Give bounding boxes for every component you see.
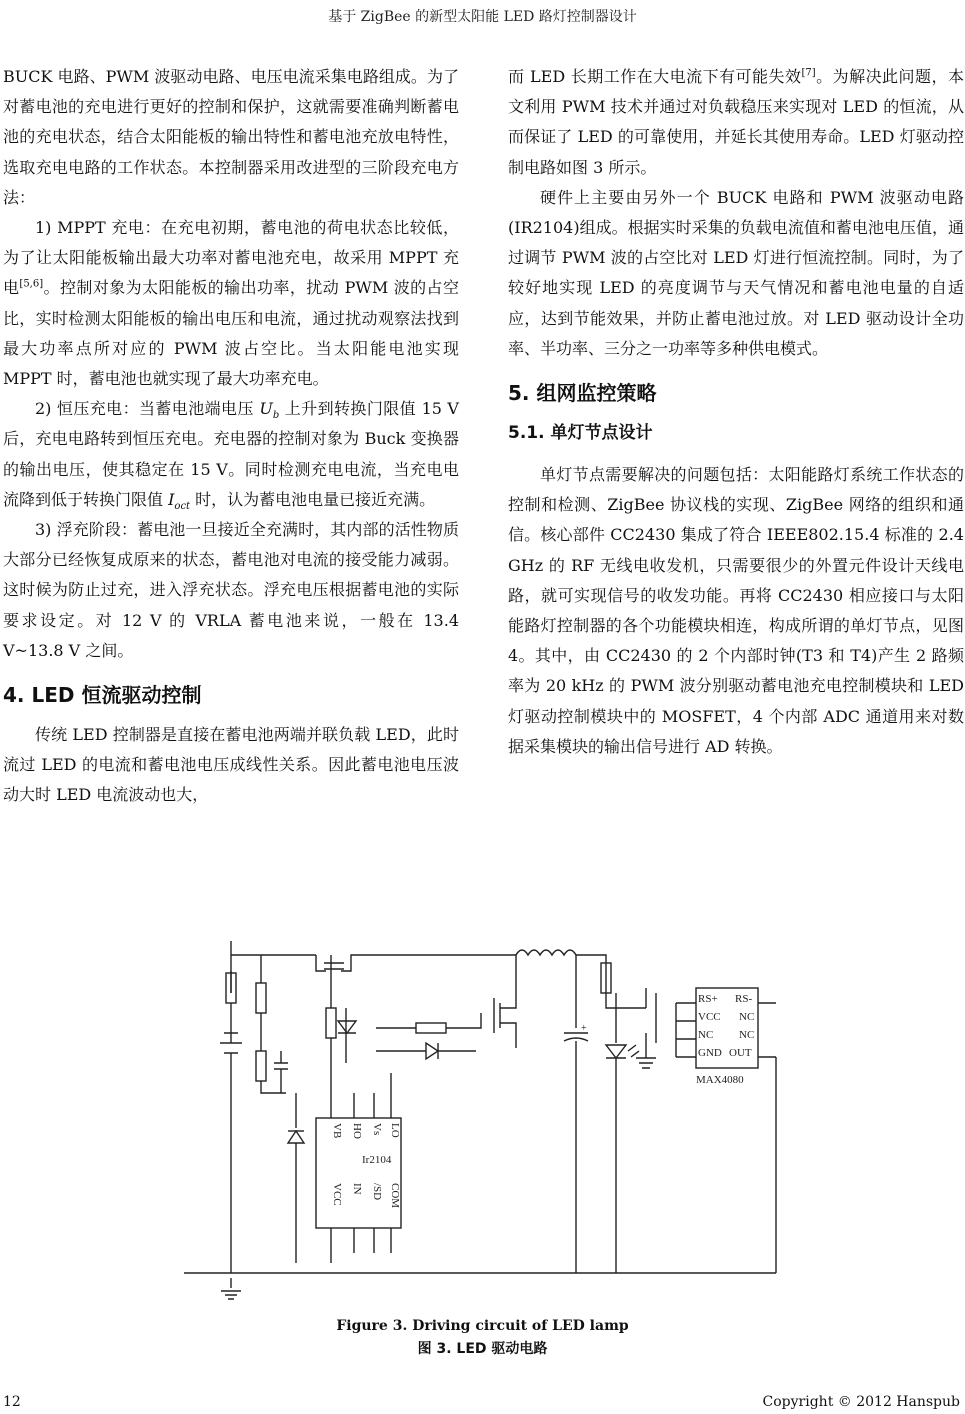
citation: [5,6]: [19, 279, 44, 291]
math-subscript: oct: [174, 501, 191, 513]
text-run: 时，认为蓄电池电量已接近充满。: [190, 489, 436, 509]
circuit-diagram: [176, 933, 790, 1305]
max-pin: NC: [698, 1029, 714, 1041]
figure-caption-zh: 图 3. LED 驱动电路: [417, 1341, 548, 1357]
paragraph-continued: [508, 62, 964, 183]
paragraph-mppt: [3, 213, 459, 394]
left-column: [3, 62, 459, 811]
max-pin: NC: [739, 1011, 755, 1023]
running-title: 基于 ZigBee 的新型太阳能 LED 路灯控制器设计: [328, 9, 637, 25]
ic-pin: LO: [389, 1123, 401, 1138]
ic-pin: IN: [351, 1183, 363, 1195]
subsection-heading-5-1: 5.1. 单灯节点设计: [508, 423, 653, 444]
paragraph-float: 3) 浮充阶段：蓄电池一旦接近全充满时，其内部的活性物质大部分已经恢复成原来的状态，蓄电池对电流的接受能力减弱。这时候为防止过充，进入浮充状态。浮充电压根据蓄电池的实际要求设定。对 12 V 的 VRLA 蓄电池来说，一般在 13.4 V~13.8 V 之间。: [3, 520, 459, 660]
section-heading-4: 4. LED 恒流驱动控制: [3, 683, 202, 708]
max-name: MAX4080: [696, 1074, 744, 1086]
ic-pin: HO: [351, 1123, 363, 1139]
max-pin: RS+: [698, 993, 718, 1005]
text-run: 。为解决此问题，本文利用 PWM 技术并通过对负载稳压来实现对 LED 的恒流，从而保证了 LED 的可靠使用，并延长其使用寿命。LED 灯驱动控制电路如图 3 所示。: [508, 67, 964, 177]
text-run: 上升到转换门限值 15 V 后，充电电路转到恒压充电。充电器的控制对象为 Buck 变换器的输出电压，使其稳定在 15 V。同时检测充电电流，当充电电流降到低于转换门限值: [3, 399, 459, 509]
ic-name: Ir2104: [362, 1154, 392, 1166]
right-column: [508, 62, 964, 762]
figure-caption-en: Figure 3. Driving circuit of LED lamp: [336, 1318, 629, 1334]
text-run: 。控制对象为太阳能板的输出功率，扰动 PWM 波的占空比，实时检测太阳能板的输出电压和电流，通过扰动观察法找到最大功率点所对应的 PWM 波占空比。当太阳能电池实现 MPPT 时，蓄电池也就实现了最大功率充电。: [3, 278, 459, 389]
ic-pin: Vs: [371, 1123, 383, 1136]
section-heading-5: 5. 组网监控策略: [508, 381, 657, 406]
paragraph: 单灯节点需要解决的问题包括：太阳能路灯系统工作状态的控制和检测、ZigBee 协议栈的实现、ZigBee 网络的组织和通信。核心部件 CC2430 集成了符合 IEEE802.15.4 标准的 2.4 GHz 的 RF 无线电收发机，只需要很少的外置元件设计天线电路，就可实现信号的收发功能。再将 CC2430 相应接口与太阳能路灯控制器的各个功能模块相连，构成所谓的单灯节点，见图 4。其中，由 CC2430 的 2 个内部时钟(T3 和 T4)产生 2 路频率为 20 kHz 的 PWM 波分别驱动蓄电池充电控制模块和 LED 灯驱动控制模块中的 MOSFET，4 个内部 ADC 通道用来对数据采集模块的输出信号进行 AD 转换。: [508, 465, 964, 756]
citation: [7]: [801, 67, 816, 79]
math-variable: I: [168, 489, 175, 509]
cap-polarity: +: [581, 1023, 587, 1034]
text-run: 1) MPPT 充电：在充电初期，蓄电池的荷电状态比较低，为了让太阳能板输出最大功率对蓄电池充电，故采用 MPPT 充电: [3, 218, 459, 298]
ic-pin: VB: [331, 1123, 343, 1139]
max-pin: VCC: [698, 1011, 721, 1023]
max-pin: NC: [739, 1029, 755, 1041]
text-run: 2) 恒压充电：当蓄电池端电压: [35, 399, 260, 419]
paragraph-constant-voltage: [3, 394, 459, 515]
math-variable: U: [259, 399, 273, 419]
circuit-figure: [176, 933, 790, 1305]
paragraph: 传统 LED 控制器是直接在蓄电池两端并联负载 LED，此时流过 LED 的电流和蓄电池电压成线性关系。因此蓄电池电压波动大时 LED 电流波动也大，: [3, 725, 459, 805]
paragraph: BUCK 电路、PWM 波驱动电路、电压电流采集电路组成。为了对蓄电池的充电进行更好的控制和保护，这就需要准确判断蓄电池的充电状态，结合太阳能板的输出特性和蓄电池充放电特性，选取充电电路的工作状态。本控制器采用改进型的三阶段充电方法：: [3, 67, 459, 207]
math-subscript: b: [272, 410, 280, 422]
page-number: 12: [3, 1394, 21, 1410]
max-pin: GND: [698, 1047, 722, 1059]
paragraph: 硬件上主要由另外一个 BUCK 电路和 PWM 波驱动电路(IR2104)组成。根据实时采集的负载电流值和蓄电池电压值，通过调节 PWM 波的占空比对 LED 灯进行恒流控制。同时，为了较好地实现 LED 的亮度调节与天气情况和蓄电池电量的自适应，达到节能效果，并防止蓄电池过放。对 LED 驱动设计全功率、半功率、三分之一功率等多种供电模式。: [508, 187, 964, 358]
max-pin: RS-: [735, 993, 753, 1005]
max-pin: OUT: [729, 1047, 752, 1059]
text-run: 而 LED 长期工作在大电流下有可能失效: [508, 67, 802, 86]
ic-pin: COM: [389, 1183, 401, 1209]
copyright: Copyright © 2012 Hanspub: [762, 1394, 960, 1410]
ic-pin: /SD: [371, 1183, 383, 1201]
ic-pin: VCC: [331, 1183, 343, 1206]
